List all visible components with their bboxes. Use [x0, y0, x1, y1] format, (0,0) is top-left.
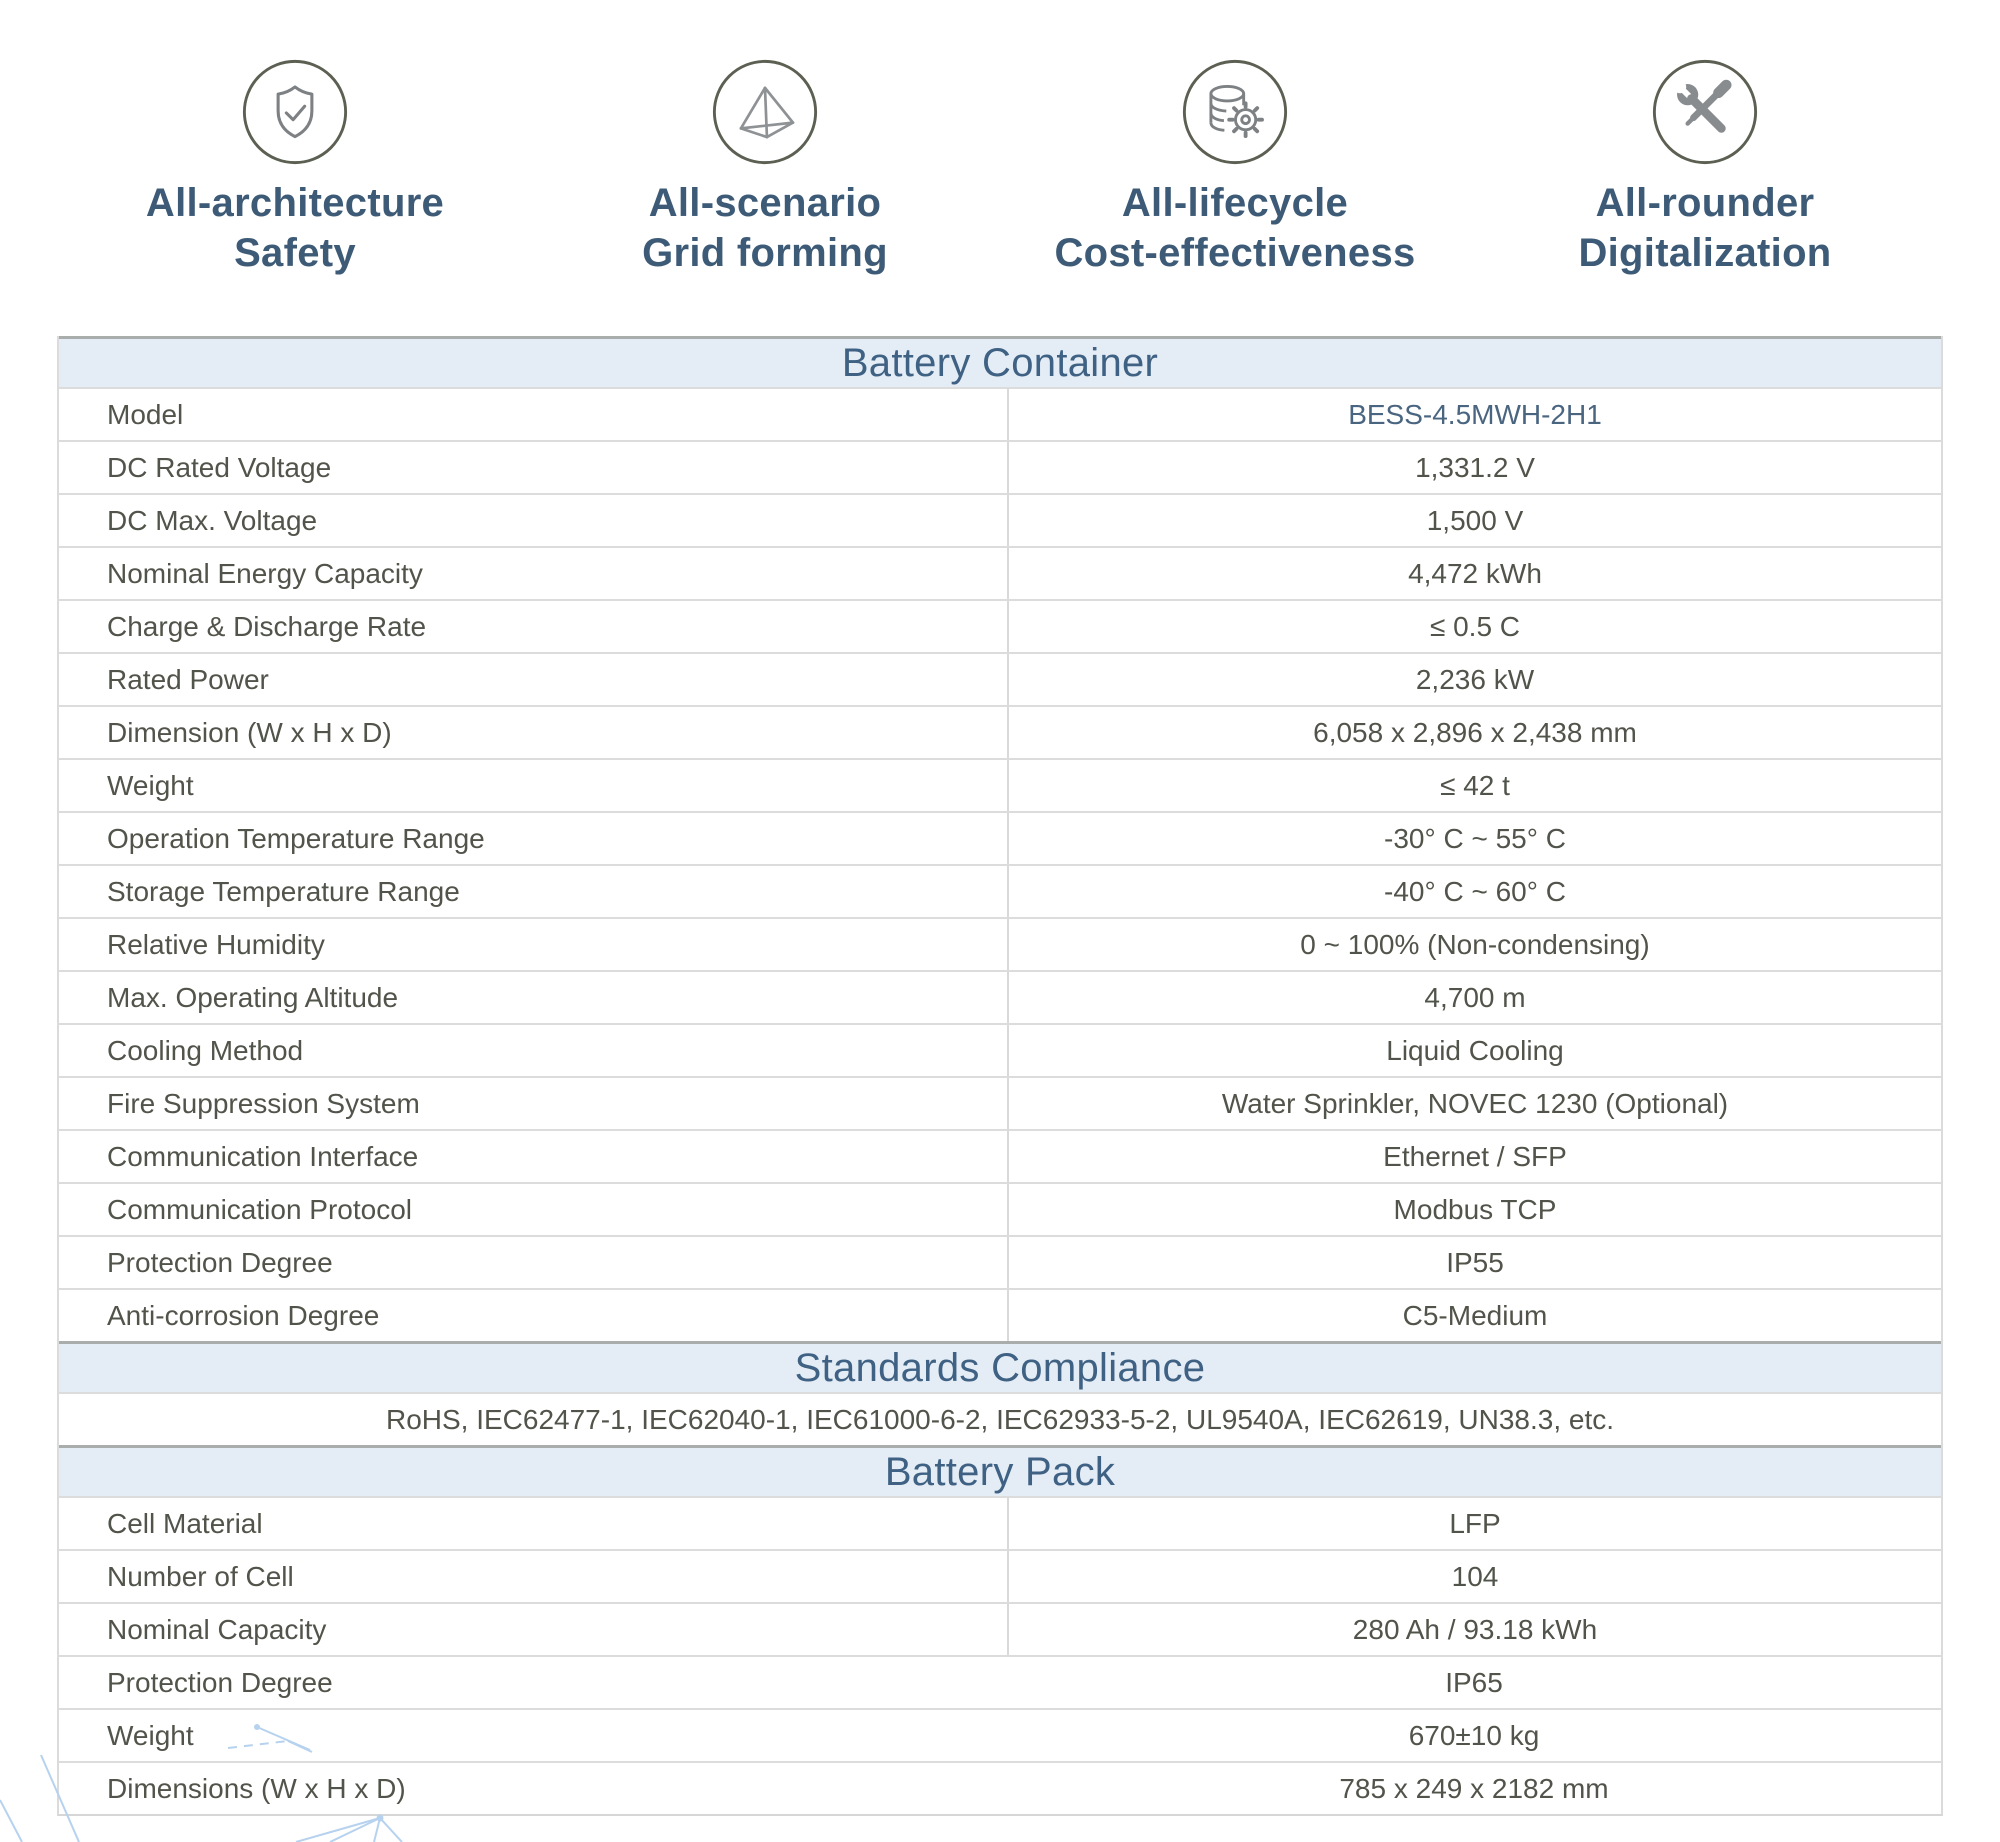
row-value: LFP [1007, 1498, 1941, 1549]
section-header: Battery Pack [59, 1445, 1941, 1496]
spec-row [59, 1708, 1941, 1761]
row-value: -30° C ~ 55° C [1007, 813, 1941, 864]
spec-row [59, 546, 1941, 599]
row-label: Cooling Method [107, 1034, 304, 1066]
feature-title [642, 178, 888, 278]
row-value: ≤ 0.5 C [1007, 601, 1941, 652]
spec-row [59, 758, 1941, 811]
row-label: Anti-corrosion Degree [107, 1299, 380, 1331]
spec-table [57, 336, 1943, 1816]
row-value: Ethernet / SFP [1007, 1131, 1941, 1182]
row-value: 104 [1007, 1551, 1941, 1602]
tetrahedron-icon [711, 58, 819, 166]
row-label: Nominal Energy Capacity [107, 557, 423, 589]
row-value: -40° C ~ 60° C [1007, 866, 1941, 917]
section-header: Standards Compliance [59, 1341, 1941, 1392]
feature-title-line2: Digitalization [1578, 231, 1832, 275]
spec-row [59, 811, 1941, 864]
spec-row [59, 1761, 1941, 1814]
section-header: Battery Container [59, 336, 1941, 387]
feature-title-line1: All-scenario [648, 181, 882, 225]
row-label: Rated Power [107, 663, 269, 695]
feature-title [1578, 178, 1831, 278]
database-gear-icon [1181, 58, 1289, 166]
feature-title-line1: All-lifecycle [1121, 181, 1349, 225]
spec-row [59, 1235, 1941, 1288]
row-label: Nominal Capacity [107, 1613, 327, 1645]
row-value: IP65 [1445, 1666, 1503, 1698]
spec-row [59, 599, 1941, 652]
spec-row [59, 1549, 1941, 1602]
row-label: Charge & Discharge Rate [107, 610, 427, 642]
row-label: DC Rated Voltage [107, 451, 332, 483]
row-label: Model [107, 398, 184, 430]
row-value: Liquid Cooling [1007, 1025, 1941, 1076]
spec-row [59, 440, 1941, 493]
row-label: Max. Operating Altitude [107, 981, 399, 1013]
tools-icon [1651, 58, 1759, 166]
row-value: IP55 [1007, 1237, 1941, 1288]
row-label: Protection Degree [107, 1666, 333, 1698]
spec-row [59, 1288, 1941, 1341]
row-value: 670±10 kg [1408, 1719, 1540, 1751]
row-value: ≤ 42 t [1007, 760, 1941, 811]
spec-row [59, 1602, 1941, 1655]
row-value: 6,058 x 2,896 x 2,438 mm [1007, 707, 1941, 758]
row-value: 4,700 m [1007, 972, 1941, 1023]
spec-row [59, 493, 1941, 546]
row-value: 2,236 kW [1007, 654, 1941, 705]
row-label: Protection Degree [107, 1246, 333, 1278]
spec-row [59, 1023, 1941, 1076]
row-value: 1,500 V [1007, 495, 1941, 546]
row-label: Communication Interface [107, 1140, 419, 1172]
row-value: 785 x 249 x 2182 mm [1339, 1772, 1609, 1804]
row-label: Dimension (W x H x D) [107, 716, 392, 748]
row-value: 0 ~ 100% (Non-condensing) [1007, 919, 1941, 970]
spec-row [59, 652, 1941, 705]
feature-title [146, 178, 444, 278]
row-label: Communication Protocol [107, 1193, 413, 1225]
feature-cost-effectiveness [1000, 58, 1470, 278]
spec-row [59, 1496, 1941, 1549]
shield-check-icon [241, 58, 349, 166]
row-label: Number of Cell [107, 1560, 294, 1592]
spec-row [59, 387, 1941, 440]
row-value: 4,472 kWh [1007, 548, 1941, 599]
row-label: Weight [107, 1719, 194, 1751]
feature-title-line1: All-rounder [1595, 181, 1815, 225]
feature-title [1054, 178, 1415, 278]
row-value: C5-Medium [1007, 1290, 1941, 1341]
spec-row [59, 1129, 1941, 1182]
spec-row [59, 1076, 1941, 1129]
row-label: Weight [107, 769, 194, 801]
row-value: Modbus TCP [1007, 1184, 1941, 1235]
spec-row [59, 705, 1941, 758]
spec-row [59, 1182, 1941, 1235]
feature-title-line1: All-architecture [145, 181, 445, 225]
feature-strip [0, 0, 2000, 278]
row-label: Cell Material [107, 1507, 263, 1539]
row-label: Fire Suppression System [107, 1087, 420, 1119]
row-value: Water Sprinkler, NOVEC 1230 (Optional) [1007, 1078, 1941, 1129]
feature-title-line2: Grid forming [642, 231, 888, 275]
feature-digitalization [1470, 58, 1940, 278]
feature-safety [60, 58, 530, 278]
spec-row [59, 1655, 1941, 1708]
row-label: DC Max. Voltage [107, 504, 318, 536]
row-value: 280 Ah / 93.18 kWh [1007, 1604, 1941, 1655]
spec-row [59, 864, 1941, 917]
row-value: RoHS, IEC62477-1, IEC62040-1, IEC61000-6-2, IEC62933-5-2, UL9540A, IEC62619, UN38.3, etc. [385, 1403, 1615, 1435]
row-value: BESS-4.5MWH-2H1 [1007, 389, 1941, 440]
spec-row [59, 970, 1941, 1023]
row-label: Relative Humidity [107, 928, 325, 960]
spec-row [59, 1392, 1941, 1445]
row-label: Operation Temperature Range [107, 822, 485, 854]
feature-grid-forming [530, 58, 1000, 278]
row-label: Dimensions (W x H x D) [107, 1772, 406, 1804]
spec-row [59, 917, 1941, 970]
feature-title-line2: Cost-effectiveness [1054, 231, 1416, 275]
feature-title-line2: Safety [234, 231, 356, 275]
row-label: Storage Temperature Range [107, 875, 460, 907]
row-value: 1,331.2 V [1007, 442, 1941, 493]
